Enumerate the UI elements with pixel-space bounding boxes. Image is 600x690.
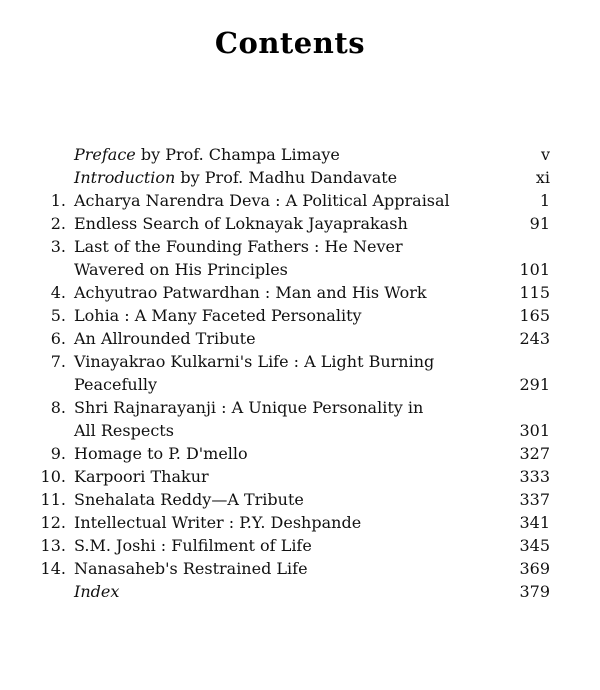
entry-title-line — [74, 143, 492, 166]
page-title: Contents — [214, 26, 366, 60]
front-matter-list — [30, 143, 550, 189]
chapter-number: 8. — [50, 398, 66, 417]
entry-title-line — [74, 580, 492, 603]
entry-title — [74, 557, 492, 580]
entry-title — [74, 281, 492, 304]
entry-title-italic: Preface — [74, 145, 136, 164]
chapter-number: 2. — [50, 214, 66, 233]
entry-page-number: 333 — [519, 467, 550, 486]
toc-entry — [30, 534, 550, 557]
entry-page-number: 341 — [519, 513, 550, 532]
entry-title-line: Nanasaheb's Restrained Life — [74, 559, 308, 578]
entry-page-number: 243 — [519, 329, 550, 348]
entry-page-number: 291 — [519, 375, 550, 394]
entry-title-line: Acharya Narendra Deva : A Political Appraisal — [74, 191, 450, 210]
entry-title-line: Endless Search of Loknayak Jayaprakash — [74, 214, 408, 233]
entry-page-number: 115 — [519, 283, 550, 302]
entry-title-line: Wavered on His Principles — [74, 260, 288, 279]
entry-title-line: Vinayakrao Kulkarni's Life : A Light Burning — [74, 352, 435, 371]
entry-title-line — [74, 166, 492, 189]
chapter-number: 11. — [40, 490, 66, 509]
chapter-number: 5. — [50, 306, 66, 325]
toc-entry — [30, 166, 550, 189]
entry-title — [74, 488, 492, 511]
chapter-number: 14. — [40, 559, 66, 578]
chapter-list — [30, 189, 550, 580]
entry-title — [74, 350, 492, 396]
toc-entry — [30, 488, 550, 511]
entry-title — [74, 534, 492, 557]
chapter-number: 6. — [50, 329, 66, 348]
entry-title-line: Last of the Founding Fathers : He Never — [74, 237, 403, 256]
entry-page-number: 91 — [529, 214, 550, 233]
entry-title-line: Peacefully — [74, 375, 157, 394]
entry-title — [74, 511, 492, 534]
entry-page-number: 369 — [519, 559, 550, 578]
chapter-number: 13. — [40, 536, 66, 555]
entry-title — [74, 396, 492, 442]
entry-title — [74, 235, 492, 281]
entry-title — [74, 442, 492, 465]
chapter-number: 10. — [40, 467, 66, 486]
toc-entry — [30, 557, 550, 580]
entry-title-line: Karpoori Thakur — [74, 467, 209, 486]
entry-title-italic: Introduction — [74, 168, 176, 187]
entry-title-line: Snehalata Reddy—A Tribute — [74, 490, 304, 509]
entry-title-line: Lohia : A Many Faceted Personality — [74, 306, 362, 325]
entry-page-number: 327 — [519, 444, 550, 463]
entry-page-number: 301 — [519, 421, 550, 440]
toc-entry — [30, 143, 550, 166]
chapter-number: 3. — [50, 237, 66, 256]
entry-page-number: v — [540, 145, 550, 164]
toc-entry — [30, 350, 550, 396]
entry-title — [74, 212, 492, 235]
entry-page-number: 337 — [519, 490, 550, 509]
entry-title — [74, 304, 492, 327]
entry-page-number: 379 — [519, 582, 550, 601]
back-matter-list — [30, 580, 550, 603]
table-of-contents — [30, 143, 550, 603]
toc-entry — [30, 580, 550, 603]
entry-title-line: Shri Rajnarayanji : A Unique Personality in — [74, 398, 424, 417]
entry-page-number: xi — [535, 168, 550, 187]
chapter-number: 1. — [50, 191, 66, 210]
entry-page-number: 165 — [519, 306, 550, 325]
entry-title-line: All Respects — [74, 421, 174, 440]
toc-entry — [30, 465, 550, 488]
entry-title — [74, 166, 492, 189]
toc-entry — [30, 304, 550, 327]
entry-title-italic: Index — [74, 582, 120, 601]
entry-title — [74, 189, 492, 212]
toc-entry — [30, 235, 550, 281]
toc-entry — [30, 327, 550, 350]
entry-title-rest: by Prof. Madhu Dandavate — [175, 168, 398, 187]
entry-title — [74, 465, 492, 488]
entry-page-number: 345 — [519, 536, 550, 555]
toc-entry — [30, 511, 550, 534]
entry-title-line: An Allrounded Tribute — [74, 329, 256, 348]
entry-title-rest: by Prof. Champa Limaye — [135, 145, 340, 164]
entry-title-line: Intellectual Writer : P.Y. Deshpande — [74, 513, 362, 532]
entry-title-line: S.M. Joshi : Fulfilment of Life — [74, 536, 312, 555]
toc-entry — [30, 189, 550, 212]
toc-entry — [30, 442, 550, 465]
chapter-number: 9. — [50, 444, 66, 463]
entry-page-number: 1 — [539, 191, 550, 210]
toc-entry — [30, 396, 550, 442]
entry-page-number: 101 — [519, 260, 550, 279]
toc-entry — [30, 212, 550, 235]
chapter-number: 12. — [40, 513, 66, 532]
entry-title-line: Homage to P. D'mello — [74, 444, 248, 463]
entry-title-line: Achyutrao Patwardhan : Man and His Work — [74, 283, 427, 302]
entry-title — [74, 327, 492, 350]
chapter-number: 4. — [50, 283, 66, 302]
toc-entry — [30, 281, 550, 304]
chapter-number: 7. — [50, 352, 66, 371]
entry-title — [74, 580, 492, 603]
entry-title — [74, 143, 492, 166]
